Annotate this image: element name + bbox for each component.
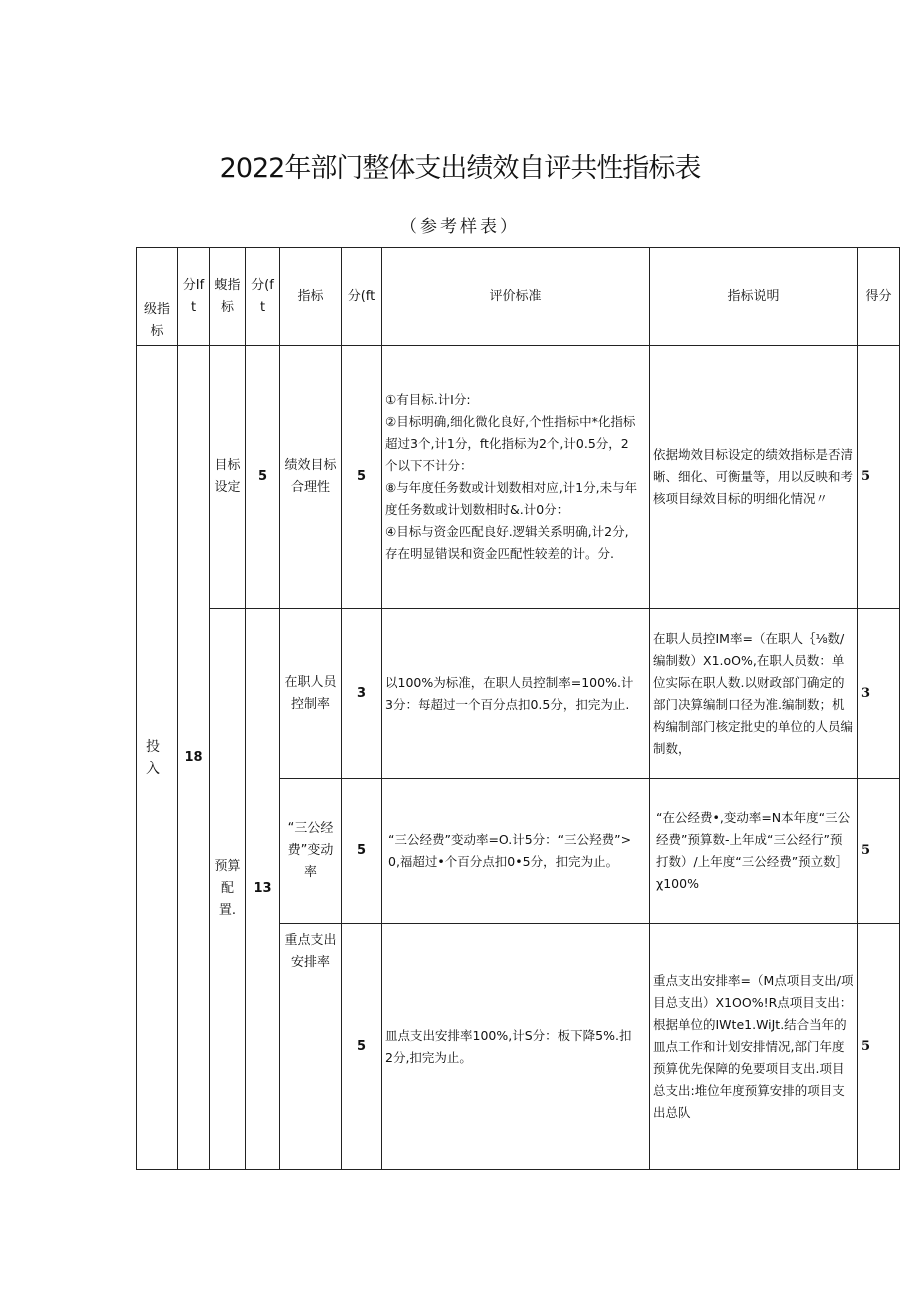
obtained-cell: 5	[858, 346, 900, 609]
level1-cell: 投入	[137, 346, 178, 1170]
level2-cell: 目标设定	[210, 346, 246, 609]
score-cell: 3	[342, 609, 382, 779]
criteria-cell: 皿点支出安排率100%,计S分：板下降5%.扣2分,扣完为止。	[382, 924, 642, 1170]
explanation-cell: 在职人员控IM率=（在职人｛⅛数/编制数）X1.oO%,在职人员数：单位实际在职人数.以财政部门确定的部门决算编制口径为准.编制数；机构编制部门核定批史的单位的人员编制数，	[650, 609, 858, 779]
indicator-cell: 在职人员控制率	[280, 609, 342, 779]
criteria-cell: “三公经费”变动率=O.计5分：“三公羟费”>0,福超过•个百分点扣0•5分，扣完为止。	[382, 779, 642, 924]
header-level2: 蝮指标	[210, 248, 246, 346]
explanation-cell: 依据坳效目标设定的绩效指标是否清晰、细化、可衡量等，用以反映和考核项目绿效目标的明细化情况〃	[650, 346, 858, 609]
score2-cell: 13	[246, 609, 280, 1170]
score-cell: 5	[342, 779, 382, 924]
evaluation-table	[136, 247, 900, 1170]
table-row	[137, 609, 900, 779]
explanation-cell: “在公经费•,变动率=N本年度“三公经费”预算数-上年成“三公经行”预打数）/上年度“三公经费”预立数］χ100%	[650, 779, 858, 924]
header-row	[137, 248, 900, 346]
criteria-cell: 以100%为标准，在职人员控制率=100%.计3分：每超过一个百分点扣0.5分，扣完为止.	[382, 609, 642, 779]
document-title: 2022年部门整体支出绩效自评共性指标表	[219, 153, 701, 184]
obtained-cell: 5	[858, 779, 900, 924]
criteria-cell: ①有目标.计I分: ②目标明确,细化微化良好,个性指标中*化指标超过3个,计1分，ft化指标为2个,计0.5分，2个以下不计分： ⑧与年度任务数或计划数相对应,计1分,未与年度任务数或计划数相时&.计0分： ④目标与资金匹配良好.逻辑关系明确,计2分,存在明显错误和资金匹配性较差的计。分.	[382, 346, 642, 609]
header-indicator: 指标	[280, 248, 342, 346]
obtained-cell: 5	[858, 924, 900, 1170]
header-obtained: 得分	[858, 248, 900, 346]
header-explanation: 指标说明	[650, 248, 858, 346]
indicator-cell: 重点支出安排率	[280, 924, 342, 1170]
score2-cell: 5	[246, 346, 280, 609]
document-subtitle: （参考样表）	[400, 217, 520, 237]
table-row	[137, 346, 900, 609]
obtained-cell: 3	[858, 609, 900, 779]
header-score2: 分(ft	[246, 248, 280, 346]
score1-cell: 18	[178, 346, 210, 1170]
indicator-cell: “三公经费”变动率	[280, 779, 342, 924]
explanation-cell: 重点支出安排率=（M点项目支出/项目总支出）X1OO%!R点项目支出：根据单位的IWte1.WiJt.结合当年的皿点工作和计划安排情况,部门年度预算优先保障的免要项目支出.项目总支出:堆位年度预算安排的项目支出总队	[650, 924, 858, 1170]
header-level1: 级指标	[137, 248, 178, 346]
indicator-cell: 绩效目标合理性	[280, 346, 342, 609]
header-score1: 分Ift	[178, 248, 210, 346]
score-cell: 5	[342, 924, 382, 1170]
level2-cell: 预算配置.	[210, 609, 246, 1170]
header-criteria: 评价标准	[382, 248, 650, 346]
score-cell: 5	[342, 346, 382, 609]
header-score3: 分(ft	[342, 248, 382, 346]
